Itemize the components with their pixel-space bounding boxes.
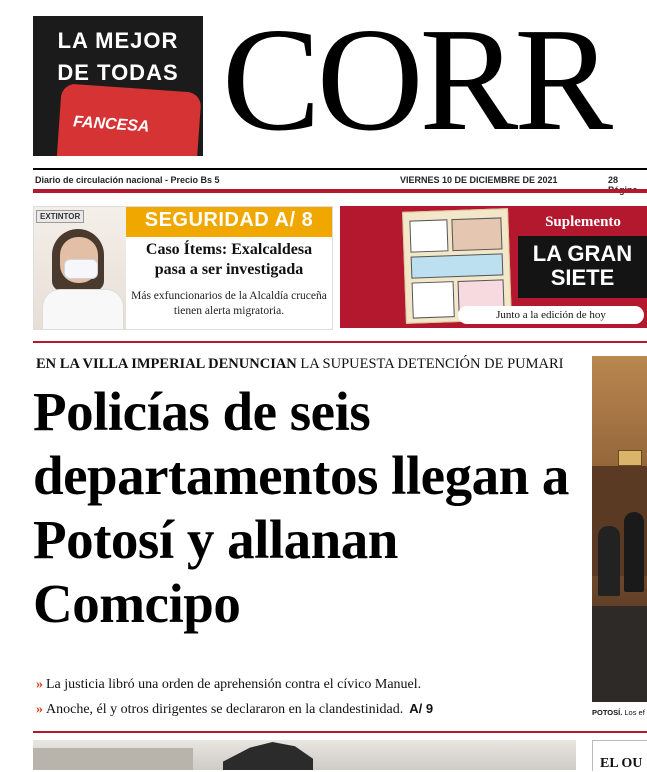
main-headline[interactable]: Policías de seis departamentos llegan a Potosí y allanan Comcipo [33, 381, 569, 634]
building-sign [618, 450, 642, 466]
comic-panel [451, 217, 502, 251]
promo-brand-text: FANCESA [72, 113, 150, 136]
supplement-label: Suplemento [545, 214, 621, 230]
comic-panel [411, 253, 504, 278]
photo-tag: EXTINTOR [36, 210, 84, 223]
bullet-text: La justicia libró una orden de aprehensión contra el cívico Manuel. [46, 677, 422, 692]
photo-caption [592, 708, 645, 717]
potosi-photo[interactable] [592, 356, 647, 702]
masthead-title: CORR [222, 0, 610, 162]
comic-panel [409, 219, 448, 252]
police-figure [624, 512, 644, 592]
arrow-icon: » [36, 702, 43, 717]
section-rule [33, 341, 647, 343]
promo-ad[interactable] [33, 16, 203, 156]
promo-line2: DE TODAS [57, 60, 179, 85]
statue-image [223, 742, 313, 770]
bullet-text: Anoche, él y otros dirigentes se declararon en la clandestinidad. [46, 702, 404, 717]
supplement-title-line1: LA GRAN [532, 241, 633, 266]
promo-line1: LA MEJOR [57, 28, 179, 53]
edition-date: VIERNES 10 DE DICIEMBRE DE 2021 [400, 175, 558, 185]
arrow-icon: » [36, 677, 43, 692]
teaser-seguridad[interactable] [33, 206, 333, 330]
teaser-kicker: SEGURIDAD A/ 8 [144, 209, 314, 231]
main-kicker-rest: LA SUPUESTA DETENCIÓN DE PUMARI [296, 356, 564, 372]
police-figure [598, 526, 620, 596]
street-ground [592, 606, 647, 702]
teaser-photo [34, 207, 126, 329]
next-story-title: EL OU [600, 756, 643, 771]
teaser-headline[interactable]: Caso Ítems: Exalcaldesa pasa a ser investigada [145, 241, 313, 278]
caption-text: Los ef [622, 708, 645, 717]
teaser-deck: Más exfuncionarios de la Alcaldía cruceña tienen alerta migratoria. [131, 290, 327, 317]
caption-place: POTOSÍ. [592, 708, 623, 717]
main-kicker [36, 356, 563, 373]
circulation-price: Diario de circulación nacional - Precio Bs 5 [35, 175, 220, 185]
face-mask [64, 259, 98, 279]
main-kicker-bold: EN LA VILLA IMPERIAL DENUNCIAN [36, 356, 297, 372]
supplement-title-line2: SIETE [550, 265, 615, 290]
meta-rule-top [33, 168, 647, 170]
main-bullet-2 [36, 701, 433, 718]
meta-rule-bottom [33, 189, 647, 193]
page-count: 28 [608, 175, 619, 185]
next-story-photo[interactable] [33, 740, 576, 770]
person-coat [42, 289, 124, 330]
building-image [33, 748, 193, 770]
supplement-note: Junto a la edición de hoy [458, 306, 644, 324]
bottom-rule [33, 731, 647, 733]
teaser-suplemento[interactable] [340, 206, 647, 328]
main-bullet-1 [36, 677, 421, 693]
comic-panel [412, 281, 455, 318]
page-reference[interactable]: A/ 9 [409, 701, 434, 716]
